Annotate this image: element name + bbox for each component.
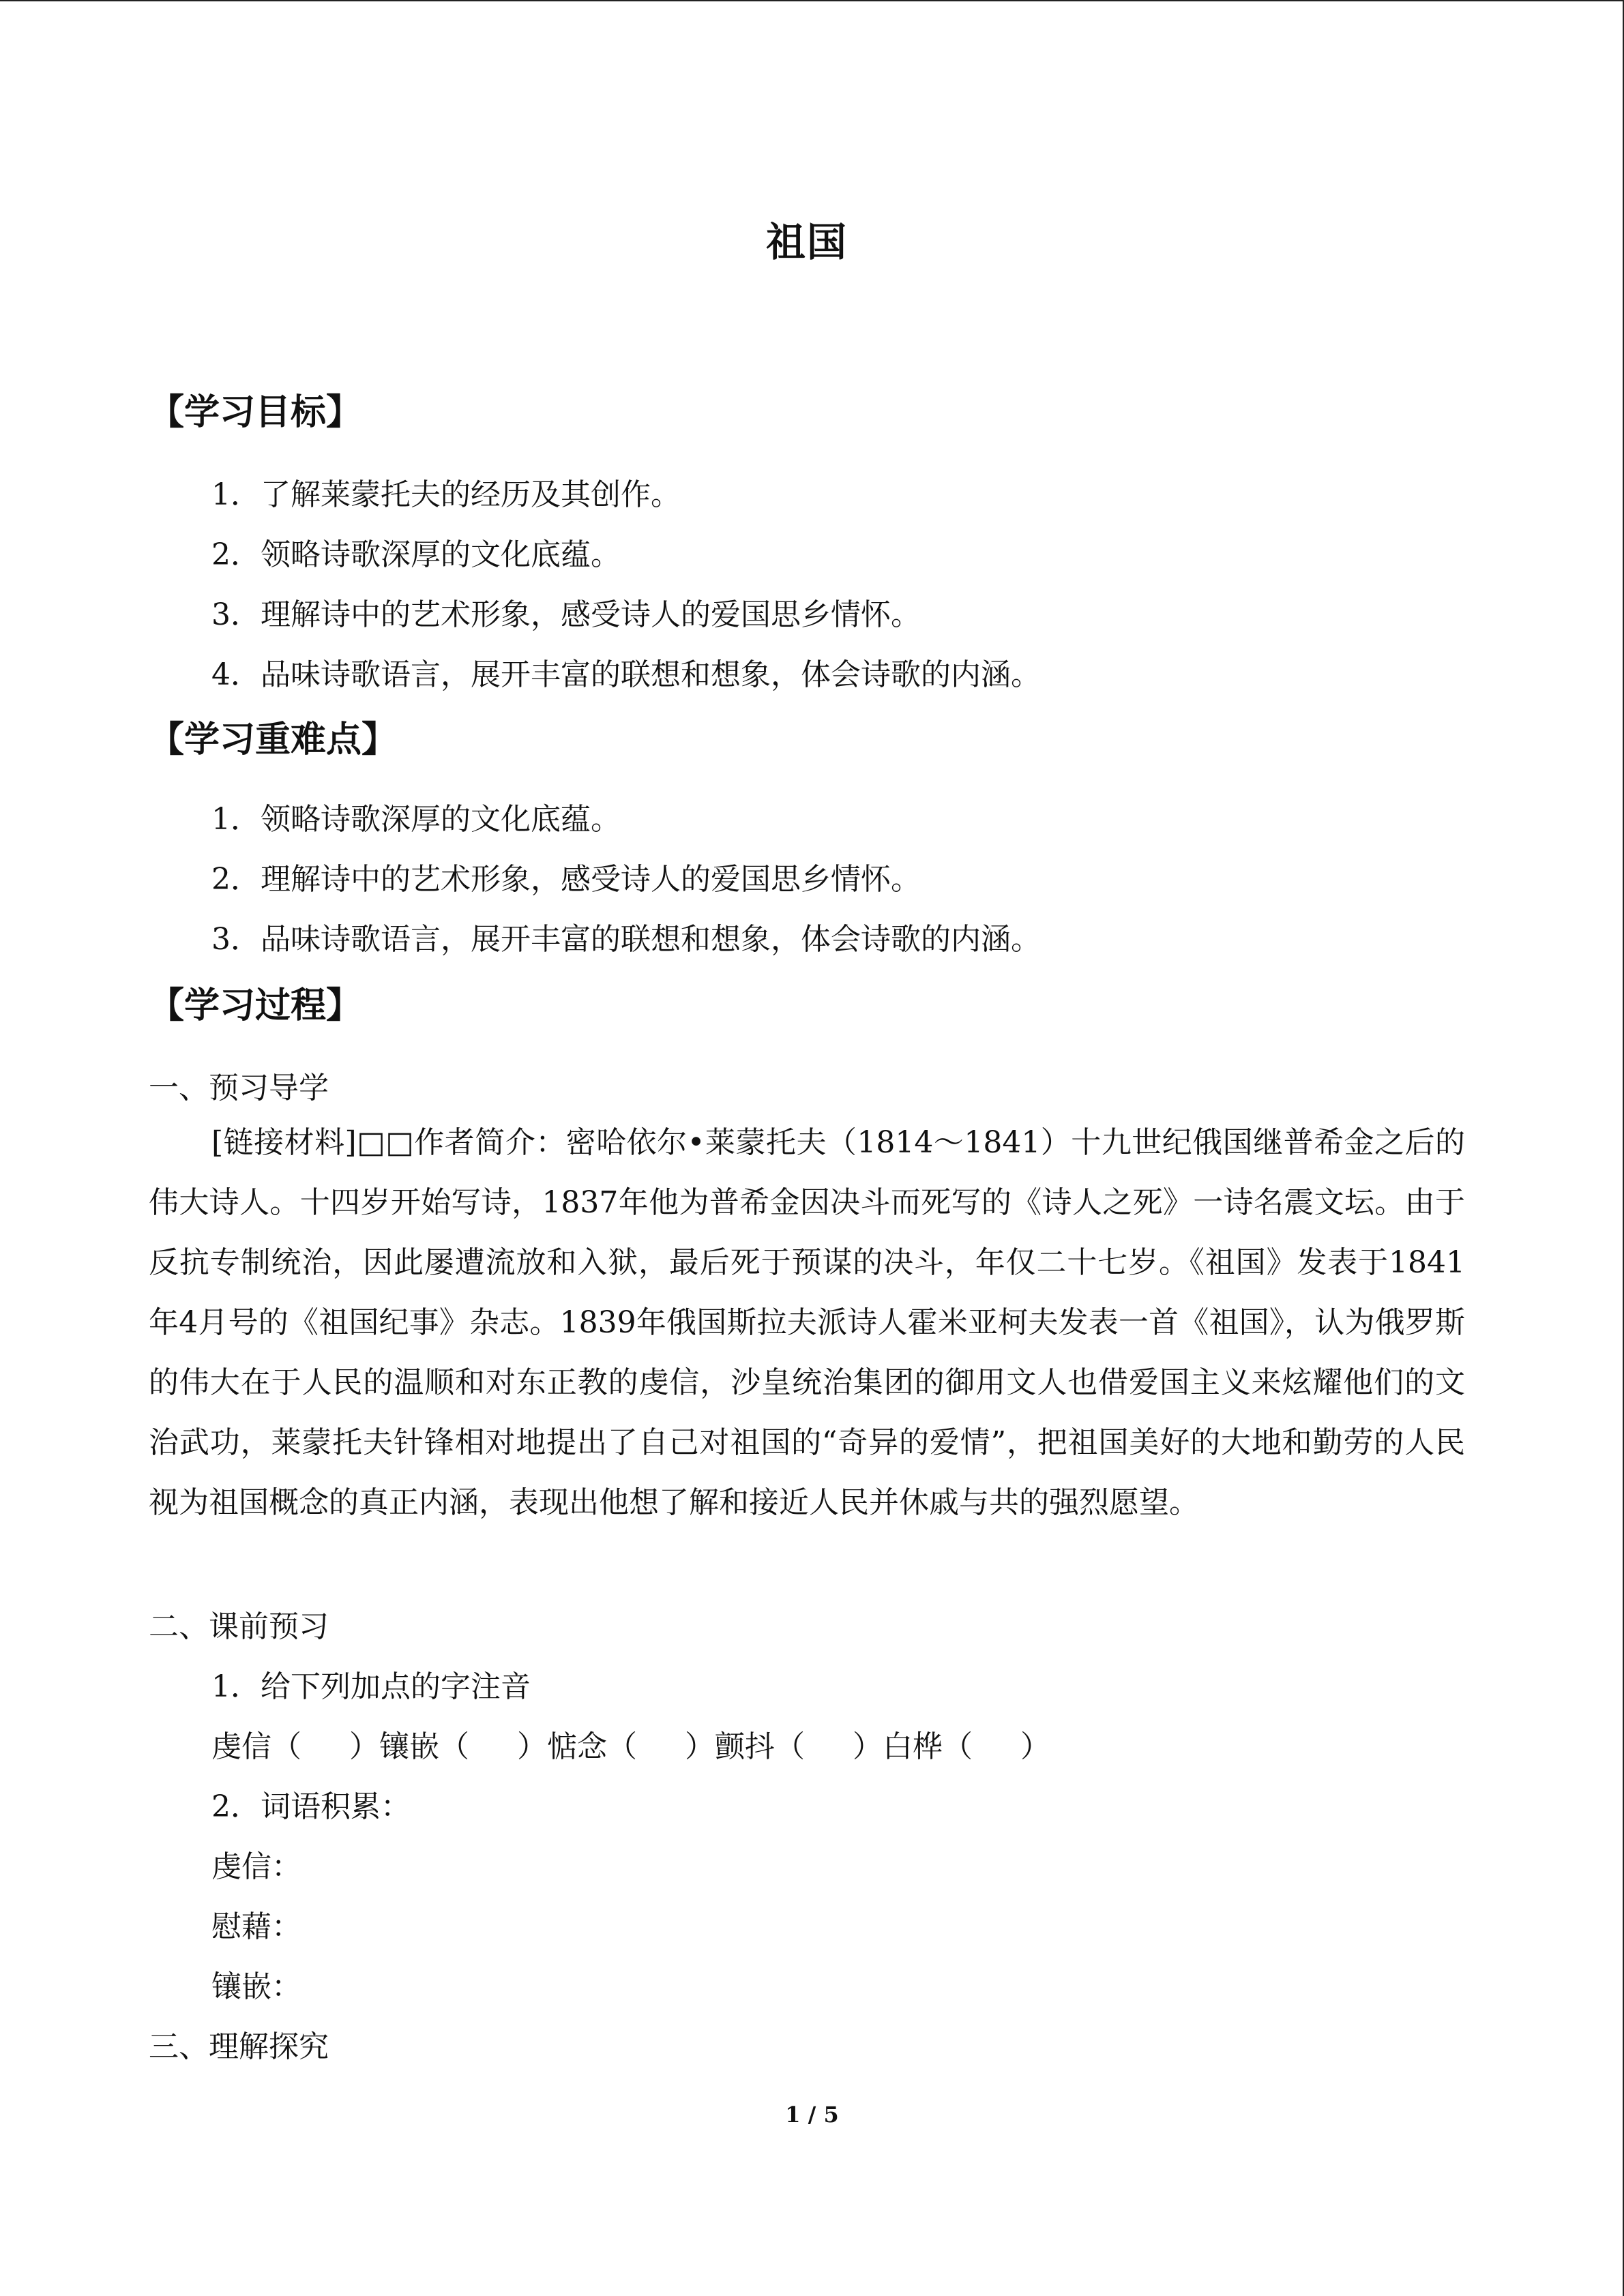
- vocab-term: 虔信：: [211, 1849, 301, 1884]
- page-number: 1 / 5: [785, 2102, 839, 2128]
- subsection-heading-pre-class: 二、课前预习: [149, 1609, 329, 1644]
- page-title: 祖国: [765, 219, 848, 265]
- fill-item: 白桦（ ）: [883, 1729, 1050, 1764]
- subsection-heading-understanding: 三、理解探究: [149, 2029, 329, 2064]
- key-point-item: 1．领略诗歌深厚的文化底蕴。: [211, 802, 621, 837]
- goal-item: 2．领略诗歌深厚的文化底蕴。: [211, 537, 621, 572]
- question-1-label: 1．给下列加点的字注音: [211, 1669, 531, 1704]
- key-point-item: 3．品味诗歌语言，展开丰富的联想和想象，体会诗歌的内涵。: [211, 922, 1041, 957]
- goal-item: 4．品味诗歌语言，展开丰富的联想和想象，体会诗歌的内涵。: [211, 657, 1041, 692]
- subsection-heading-preview-guide: 一、预习导学: [149, 1071, 329, 1105]
- section-heading-goals: 【学习目标】: [149, 392, 362, 433]
- goal-item: 1．了解莱蒙托夫的经历及其创作。: [211, 477, 681, 512]
- section-heading-process: 【学习过程】: [149, 985, 362, 1026]
- question-2-label: 2．词语积累：: [211, 1789, 411, 1824]
- goal-item: 3．理解诗中的艺术形象，感受诗人的爱国思乡情怀。: [211, 597, 921, 632]
- section-heading-key-points: 【学习重难点】: [149, 719, 398, 760]
- fill-item: 颤抖（ ）: [715, 1729, 883, 1764]
- fill-item: 虔信（ ）: [211, 1729, 379, 1764]
- key-point-item: 2．理解诗中的艺术形象，感受诗人的爱国思乡情怀。: [211, 862, 921, 897]
- pinyin-fill-row: [211, 1725, 1050, 1769]
- fill-item: 镶嵌（ ）: [379, 1729, 547, 1764]
- author-introduction-paragraph: [链接材料]□□作者简介：密哈依尔•莱蒙托夫（1814～1841）十九世纪俄国继普希金之后的伟大诗人。十四岁开始写诗，1837年他为普希金因决斗而死写的《诗人之死》一诗名震文坛。由于反抗专制统治，因此屡遭流放和入狱，最后死于预谋的决斗，年仅二十七岁。《祖国》发表于1841年4月号的《祖国纪事》杂志。1839年俄国斯拉夫派诗人霍米亚柯夫发表一首《祖国》，认为俄罗斯的伟大在于人民的温顺和对东正教的虔信，沙皇统治集团的御用文人也借爱国主义来炫耀他们的文治武功，莱蒙托夫针锋相对地提出了自己对祖国的“奇异的爱情”，把祖国美好的大地和勤劳的人民视为祖国概念的真正内涵，表现出他想了解和接近人民并休戚与共的强烈愿望。: [149, 1125, 1465, 1520]
- vocab-term: 慰藉：: [211, 1909, 301, 1944]
- fill-item: 惦念（ ）: [547, 1729, 715, 1764]
- vocab-term: 镶嵌：: [211, 1969, 301, 2004]
